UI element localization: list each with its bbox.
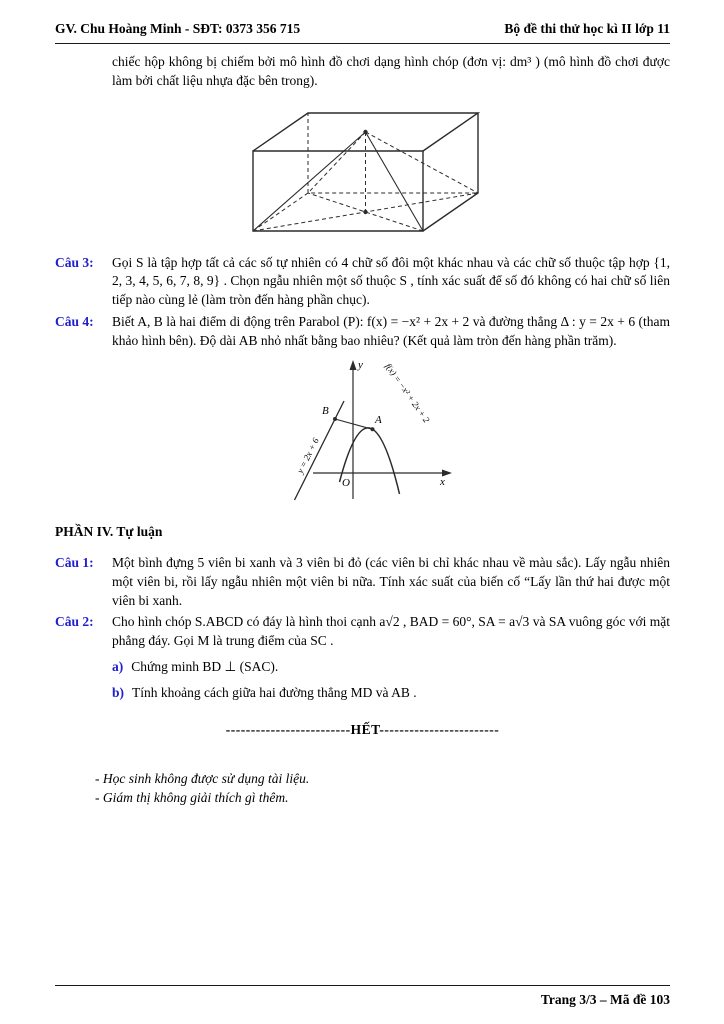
header-rule [55,43,670,44]
question-3-label: Câu 3: [55,254,94,270]
note-no-explanations: - Giám thị không giải thích gì thêm. [95,789,289,805]
parabola-figure [55,353,670,509]
question-3 [55,254,670,311]
header-teacher-info: GV. Chu Hoàng Minh - SĐT: 0373 356 715 [55,21,301,36]
subpart-b-text: Tính khoảng cách giữa hai đường thẳng MD và AB . [132,685,417,701]
essay-question-1 [55,554,670,611]
delta-line [294,401,344,500]
essay-question-1-text: Một bình đựng 5 viên bi xanh và 3 viên bi đỏ (các viên bi chỉ khác nhau về màu sắc). Lấy ngẫu nhiên một viên bi, rồi lấy ngẫu nhiên một viên bi nữa. Tính xác suất của biến cố “Lấy lần thứ hai được một viên bi xanh. [112,554,670,608]
page-footer: Trang 3/3 – Mã đề 103 [55,985,670,1010]
page-content [0,53,724,808]
point-b-dot [333,417,337,421]
base-center-dot [363,209,367,213]
question-3-text: Gọi S là tập hợp tất cả các số tự nhiên có 4 chữ số đôi một khác nhau và các chữ số thuộc tập hợp {1, 2, 3, 4, 5, 6, 7, 8, 9} . Chọn ngẫu nhiên một số thuộc S , tính xác suất để số đó không có hai chữ số liên tiếp nào cùng lẻ (làm tròn đến hàng phần chục). [112,254,670,308]
y-axis-label: y [357,359,363,372]
point-b-label: B [321,405,329,418]
subpart-a [112,658,670,677]
point-a-label: A [374,414,382,427]
essay-question-2-label: Câu 2: [55,614,94,630]
box-pyramid-figure [55,93,670,251]
essay-question-2-text: Cho hình chóp S.ABCD có đáy là hình thoi cạnh a√2 , BAD = 60°, SA = a√3 và SA vuông góc với mặt phẳng đáy. Gọi M là trung điểm của SC . [112,614,670,649]
note-no-materials: - Học sinh không được sử dụng tài liệu. [95,770,310,786]
origin-label: O [341,477,350,490]
pyramid-apex-dot [363,129,367,133]
part-iv-heading: PHẦN IV. Tự luận [55,523,163,539]
subpart-a-label: a) [112,659,124,675]
essay-question-2-body [112,613,670,703]
subpart-b [112,684,670,703]
curve-equation-label: f(x) = −x² + 2x + 2 [382,361,432,425]
y-axis-arrow [349,360,356,370]
essay-question-1-label: Câu 1: [55,554,94,570]
parabola-drawing [258,353,468,503]
question-4-text: Biết A, B là hai điểm di động trên Parabol (P): f(x) = −x² + 2x + 2 và đường thẳng Δ : y = 2x + 6 (tham khảo hình bên). Độ dài AB nhỏ nhất bằng bao nhiêu? (Kết quả làm tròn đến hàng phần trăm). [112,314,670,349]
segment-ab [335,419,373,429]
end-of-exam-marker: -------------------------HẾT------------------------ [225,722,500,738]
subpart-b-label: b) [112,685,125,701]
point-a-dot [370,427,374,431]
question-4-label: Câu 4: [55,314,94,330]
header-exam-title: Bộ đề thi thử học kì II lớp 11 [504,21,670,36]
page-header [0,0,724,39]
exam-notes [95,770,670,808]
x-axis-label: x [439,476,445,489]
box-pyramid-drawing [213,93,513,245]
intro-paragraph: chiếc hộp không bị chiếm bởi mô hình đồ chơi dạng hình chóp (đơn vị: dm³ ) (mô hình đồ chơi được làm bởi chất liệu nhựa đặc bên trong). [112,53,670,88]
essay-question-2 [55,613,670,703]
line-equation-label: y = 2x + 6 [294,436,321,475]
question-4 [55,313,670,351]
subpart-a-text: Chứng minh BD ⊥ (SAC). [131,659,279,675]
